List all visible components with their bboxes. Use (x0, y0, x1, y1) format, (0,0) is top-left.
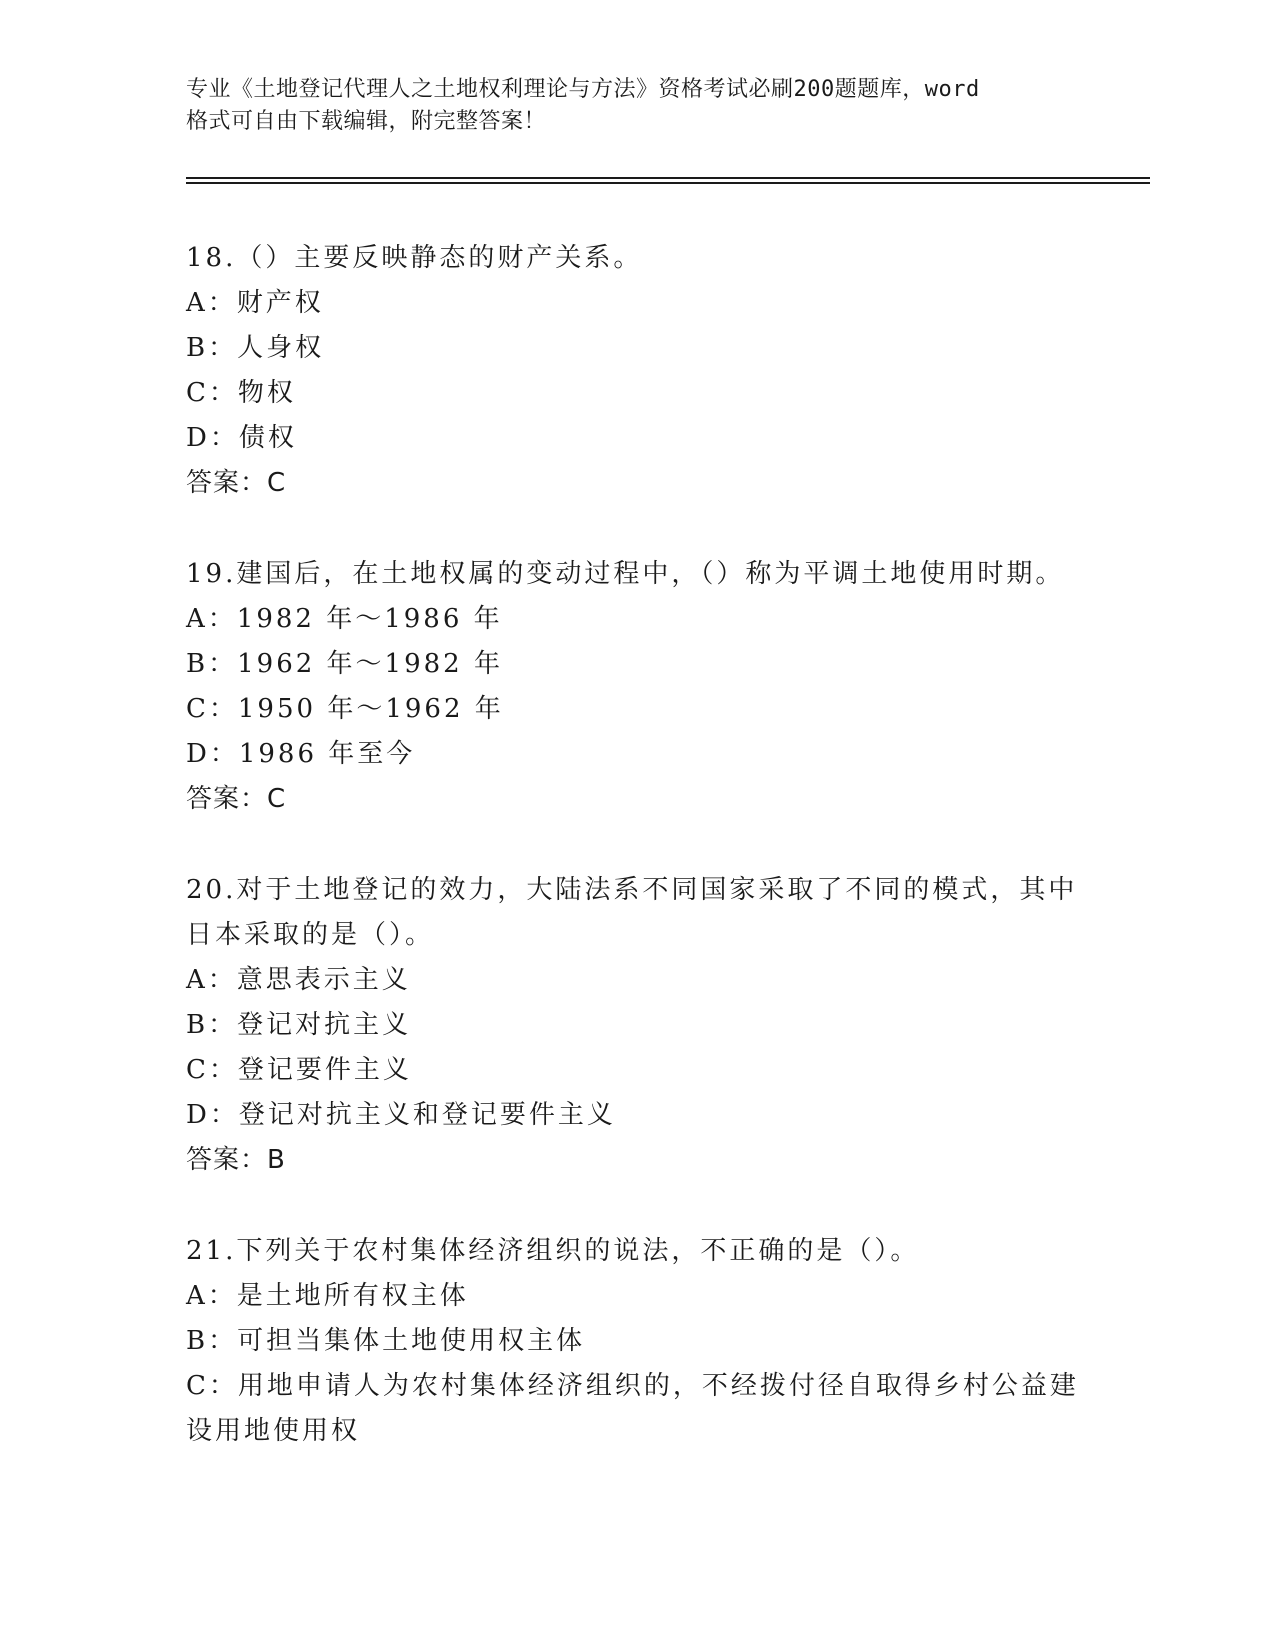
option-c: C：物权 (186, 378, 296, 408)
question-21 (186, 1229, 1086, 1454)
question-stem-line-1: 20.对于土地登记的效力，大陆法系不同国家采取了不同的模式，其中 (186, 875, 1078, 905)
header-line-2: 格式可自由下载编辑，附完整答案！ (186, 109, 547, 134)
question-stem: 21.下列关于农村集体经济组织的说法，不正确的是（）。 (186, 1236, 920, 1266)
question-20 (186, 868, 1086, 1183)
option-a: A：是土地所有权主体 (186, 1281, 469, 1311)
option-d: D：债权 (186, 423, 297, 453)
answer-label: 答案：B (186, 1145, 286, 1175)
answer-label: 答案：C (186, 468, 287, 498)
option-b: B：登记对抗主义 (186, 1010, 412, 1040)
option-d: D：1986 年至今 (186, 739, 416, 769)
option-a: A：1982 年～1986 年 (186, 604, 503, 634)
option-c: C：登记要件主义 (186, 1055, 412, 1085)
option-c-line-1: C：用地申请人为农村集体经济组织的，不经拨付径自取得乡村公益建 (186, 1371, 1079, 1401)
option-c: C：1950 年～1962 年 (186, 694, 504, 724)
question-stem-line-2: 日本采取的是（）。 (186, 920, 435, 950)
answer-label: 答案：C (186, 784, 287, 814)
option-a: A：意思表示主义 (186, 965, 411, 995)
document-header (186, 74, 1066, 138)
question-stem: 18.（）主要反映静态的财产关系。 (186, 243, 643, 273)
option-b: B：人身权 (186, 333, 325, 363)
option-c-line-2: 设用地使用权 (186, 1416, 361, 1446)
question-19 (186, 552, 1086, 822)
question-stem: 19.建国后，在土地权属的变动过程中，（）称为平调土地使用时期。 (186, 559, 1065, 589)
header-divider-bottom (186, 182, 1150, 184)
option-a: A：财产权 (186, 288, 324, 318)
question-list (186, 236, 1086, 1500)
option-b: B：1962 年～1982 年 (186, 649, 503, 679)
header-divider-top (186, 177, 1150, 179)
question-18 (186, 236, 1086, 506)
option-b: B：可担当集体土地使用权主体 (186, 1326, 586, 1356)
option-d: D：登记对抗主义和登记要件主义 (186, 1100, 616, 1130)
header-line-1: 专业《土地登记代理人之土地权利理论与方法》资格考试必刷200题题库，word (186, 77, 980, 102)
